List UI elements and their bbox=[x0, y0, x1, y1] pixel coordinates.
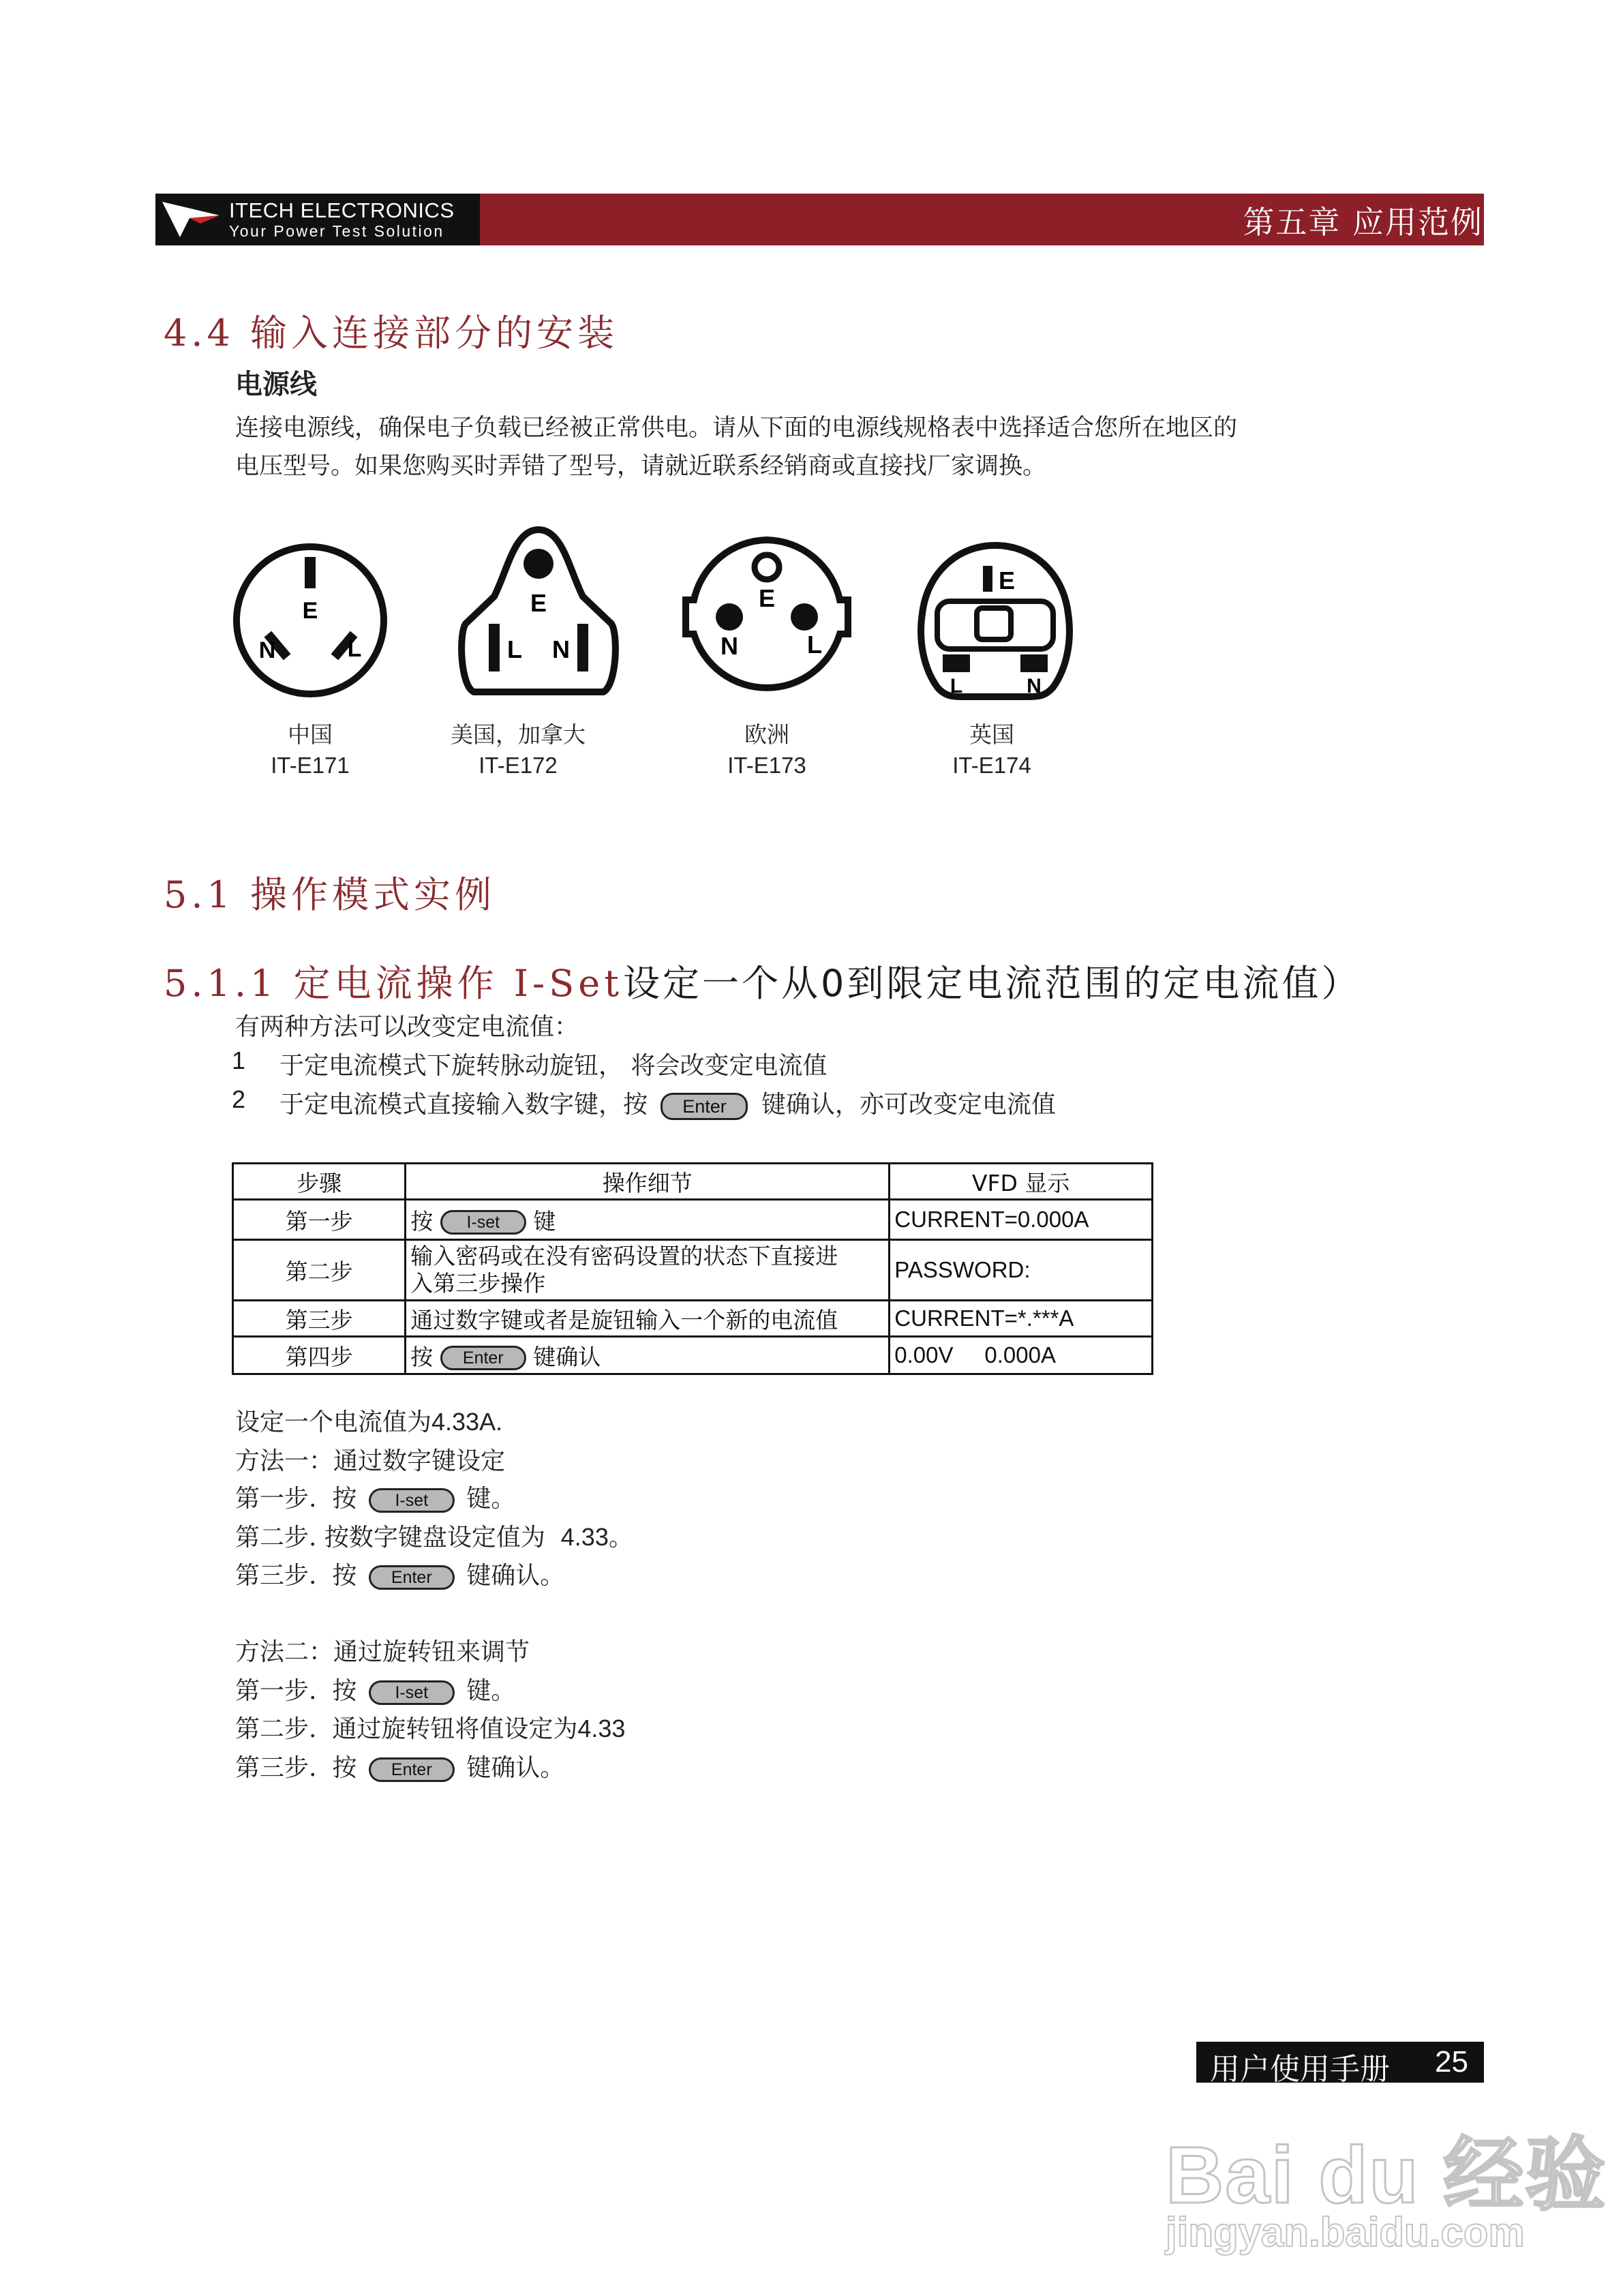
method1-step2: 第二步. 按数字键盘设定值为 4.33。 bbox=[235, 1523, 633, 1552]
plug-label-china bbox=[222, 719, 399, 781]
section-title-5-1: 5.1 操作模式实例 bbox=[164, 873, 496, 916]
pin-label: L bbox=[507, 635, 522, 663]
detail-cell: 输入密码或在没有密码设置的状态下直接进 入第三步操作 bbox=[406, 1240, 890, 1301]
pin-label: E bbox=[302, 598, 318, 624]
method-number: 1 bbox=[232, 1046, 246, 1074]
plug-model: IT-E173 bbox=[727, 753, 806, 778]
plug-label-europe bbox=[678, 719, 855, 781]
pin-label: E bbox=[530, 589, 547, 617]
plug-region: 英国 bbox=[969, 721, 1014, 748]
table-header-row bbox=[233, 1164, 1153, 1200]
watermark-url: jingyan.baidu.com bbox=[1166, 2209, 1525, 2255]
plug-region: 欧洲 bbox=[744, 721, 789, 748]
section-title-5-1-1 bbox=[164, 954, 1361, 1007]
step-cell: 第四步 bbox=[233, 1337, 406, 1374]
paragraph-line: 连接电源线，确保电子负载已经被正常供电。请从下面的电源线规格表中选择适合您所在地区的 bbox=[235, 414, 1238, 442]
section-title-rest: 设定一个从0到限定电流范围的定电流值） bbox=[622, 962, 1361, 1005]
method-text: 于定电流模式下旋转脉动旋钮， 将会改变定电流值 bbox=[279, 1052, 828, 1080]
table-header: VFD 显示 bbox=[890, 1164, 1153, 1200]
pin-label: N bbox=[1027, 675, 1042, 697]
iset-key-icon: I-set bbox=[369, 1488, 455, 1513]
detail-cell: 通过数字键或者是旋钮输入一个新的电流值 bbox=[406, 1301, 890, 1337]
plug-model: IT-E172 bbox=[479, 753, 558, 778]
baidu-watermark: Bai du 经验 bbox=[1166, 2130, 1607, 2220]
table-row bbox=[233, 1200, 1153, 1240]
table-header: 操作细节 bbox=[406, 1164, 890, 1200]
table-row bbox=[233, 1337, 1153, 1374]
method1-step1: 第一步. 按 I-set 键。 bbox=[235, 1485, 516, 1513]
table-header: 步骤 bbox=[233, 1164, 406, 1200]
vfd-cell: 0.00V 0.000A bbox=[890, 1337, 1153, 1374]
plug-usa-icon bbox=[453, 522, 624, 706]
company-name: ITECH ELECTRONICS bbox=[229, 198, 455, 222]
itech-logo-icon bbox=[160, 198, 222, 241]
chapter-title: 第五章 应用范例 bbox=[1243, 204, 1483, 241]
footer-label: 用户使用手册 bbox=[1210, 2052, 1390, 2087]
method2-step3: 第三步. 按 Enter 键确认。 bbox=[235, 1754, 565, 1782]
plug-model: IT-E171 bbox=[271, 753, 350, 778]
method2-step2: 第二步. 通过旋转钮将值设定为4.33 bbox=[235, 1715, 626, 1743]
plug-china-icon bbox=[225, 535, 395, 719]
pin-label: L bbox=[347, 636, 362, 662]
table-row bbox=[233, 1240, 1153, 1301]
vfd-cell: CURRENT=*.***A bbox=[890, 1301, 1153, 1337]
section-title-4-4: 4.4 输入连接部分的安装 bbox=[164, 312, 619, 354]
enter-key-icon: Enter bbox=[369, 1565, 455, 1590]
step-cell: 第二步 bbox=[233, 1240, 406, 1301]
page-number: 25 bbox=[1435, 2045, 1468, 2079]
detail-cell: 按 Enter 键确认 bbox=[406, 1337, 890, 1374]
plug-europe-icon bbox=[682, 532, 852, 716]
company-slogan: Your Power Test Solution bbox=[229, 222, 444, 240]
plug-region: 美国，加拿大 bbox=[451, 721, 586, 748]
steps-table bbox=[232, 1162, 1153, 1375]
example-intro: 设定一个电流值为4.33A. bbox=[235, 1408, 503, 1436]
method1-step3: 第三步. 按 Enter 键确认。 bbox=[235, 1562, 565, 1590]
pin-label: E bbox=[758, 584, 776, 612]
method-text: 于定电流模式直接输入数字键，按 Enter 键确认，亦可改变定电流值 bbox=[279, 1091, 1056, 1119]
section-title-prefix: 5.1.1 定电流操作 I-Set bbox=[164, 962, 623, 1005]
paragraph-line: 电压型号。如果您购买时弄错了型号，请就近联系经销商或直接找厂家调换。 bbox=[235, 453, 1047, 480]
plug-uk-icon bbox=[910, 539, 1080, 723]
enter-key-icon: Enter bbox=[440, 1346, 526, 1370]
plug-label-usa bbox=[429, 719, 607, 781]
method2-title: 方法二：通过旋转钮来调节 bbox=[235, 1638, 530, 1666]
method-number: 2 bbox=[232, 1085, 246, 1113]
iset-key-icon: I-set bbox=[440, 1210, 526, 1235]
plug-model: IT-E174 bbox=[952, 753, 1031, 778]
detail-cell: 按 I-set 键 bbox=[406, 1200, 890, 1240]
step-cell: 第三步 bbox=[233, 1301, 406, 1337]
pin-label: N bbox=[721, 632, 738, 660]
plug-region: 中国 bbox=[288, 721, 333, 748]
power-cord-subtitle: 电源线 bbox=[235, 369, 317, 400]
intro-text: 有两种方法可以改变定电流值： bbox=[235, 1013, 579, 1041]
step-cell: 第一步 bbox=[233, 1200, 406, 1240]
vfd-cell: PASSWORD: bbox=[890, 1240, 1153, 1301]
pin-label: N bbox=[552, 635, 570, 663]
method1-title: 方法一：通过数字键设定 bbox=[235, 1447, 506, 1475]
iset-key-icon: I-set bbox=[369, 1680, 455, 1705]
plug-label-uk bbox=[903, 719, 1080, 781]
pin-label: N bbox=[258, 637, 276, 663]
pin-label: E bbox=[998, 567, 1016, 594]
pin-label: L bbox=[950, 675, 963, 697]
vfd-cell: CURRENT=0.000A bbox=[890, 1200, 1153, 1240]
enter-key-icon: Enter bbox=[369, 1757, 455, 1782]
method2-step1: 第一步. 按 I-set 键。 bbox=[235, 1677, 516, 1705]
enter-key-icon: Enter bbox=[661, 1093, 748, 1120]
pin-label: L bbox=[807, 631, 822, 659]
table-row bbox=[233, 1301, 1153, 1337]
